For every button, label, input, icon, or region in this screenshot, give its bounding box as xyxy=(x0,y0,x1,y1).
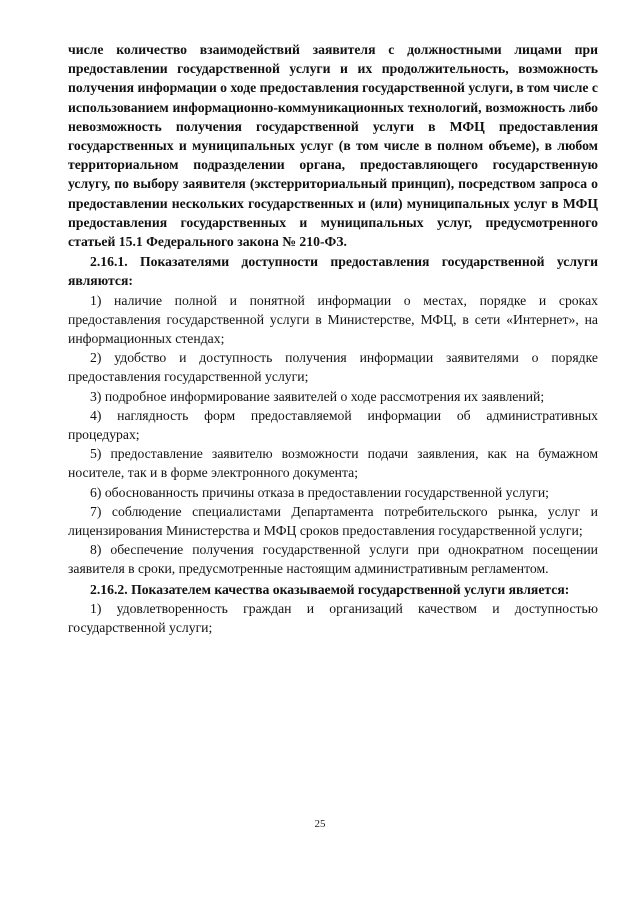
list-item: 5) предоставление заявителю возможности подачи заявления, как на бумажном носителе, так и в форме электронного документа; xyxy=(68,446,598,481)
intro-paragraph: числе количество взаимодействий заявителя с должностными лицами при предоставлении государственной услуги и их продолжительность, возможность получения информации о ходе предоставления государственной услуги, в том числе с использованием информационно-коммуникационных технологий, возможность либо невозможность получения государственной услуги в МФЦ предоставления государственных и муниципальных услуг (в том числе в полном объеме), в любом территориальном подразделении органа, предоставляющего государственную услугу, по выбору заявителя (экстерриториальный принцип), посредством запроса о предоставлении нескольких государственных и (или) муниципальных услуг в МФЦ предоставления государственных и муниципальных услуг, предусмотренного статьей 15.1 Федерального закона № 210-ФЗ. xyxy=(68,42,598,250)
list-item: 4) наглядность форм предоставляемой информации об административных процедурах; xyxy=(68,407,598,443)
list-item: 3) подробное информирование заявителей о ходе рассмотрения их заявлений; xyxy=(90,388,545,404)
list-item: 7) соблюдение специалистами Департамента потребительского рынка, услуг и лицензирования Министерства и МФЦ сроков предоставления государственной услуги; xyxy=(68,503,598,539)
list-item: 8) обеспечение получения государственной услуги при однократном посещении заявителя в сроки, предусмотренные настоящим административным регламентом. xyxy=(68,542,598,577)
page-number: 25 xyxy=(314,818,326,830)
list-item: 2) удобство и доступность получения информации заявителями о порядке предоставления государственной услуги; xyxy=(68,350,598,385)
list-item: 1) наличие полной и понятной информации о местах, порядке и сроках предоставления государственной услуги в Министерстве, МФЦ, в сети «Интернет», на информационных стендах; xyxy=(68,292,598,347)
list-item: 6) обоснованность причины отказа в предоставлении государственной услуги; xyxy=(90,484,549,500)
document-body xyxy=(68,40,598,637)
section-2-16-1-heading: 2.16.1. Показателями доступности предоставления государственной услуги являются: xyxy=(68,254,598,289)
list-item: 1) удовлетворенность граждан и организаций качеством и доступностью государственной услуги; xyxy=(68,600,598,636)
section-2-16-2-heading: 2.16.2. Показателем качества оказываемой государственной услуги является: xyxy=(90,581,570,597)
